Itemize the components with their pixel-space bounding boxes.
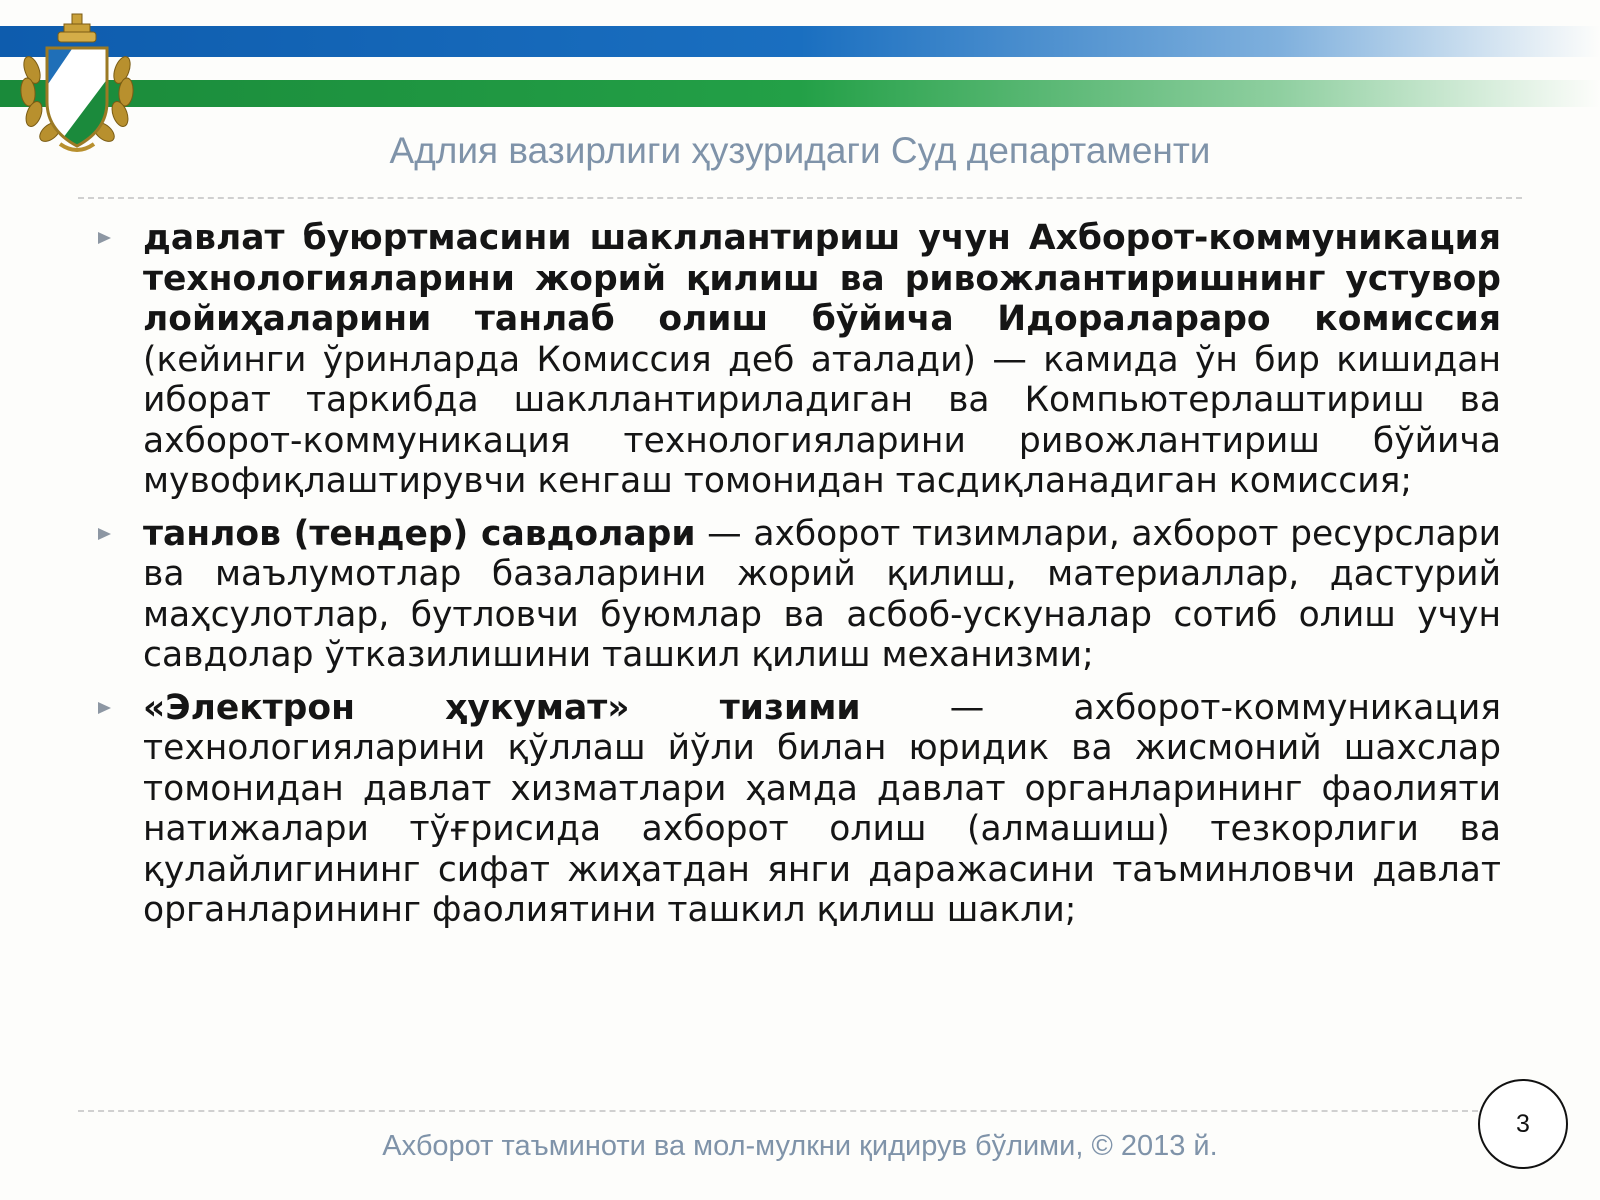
blue-header-stripe bbox=[0, 26, 1600, 57]
definition-text: (кейинги ўринларда Комиссия деб аталади) — камида ўн бир кишидан иборат таркибда шакллантириладиган ва Компьютерлаштириш ва ахборот-коммуникация технологияларини ривожлантириш бўйича мувофиқлаштирувчи кенгаш томонидан тасдиқланадиган комиссия; bbox=[143, 339, 1501, 501]
definition-term: «Электрон ҳукумат» тизими bbox=[143, 687, 861, 728]
definition-text: — ахборот-коммуникация технологияларини қўллаш йўли билан юридик ва жисмоний шахслар томонидан давлат хизматлари ҳамда давлат органларининг фаолияти натижалари тўғрисида ахборот олиш (алмашиш) тезкорлиги ва қулайлигининг сифат жиҳатдан янги даражасини таъминловчи давлат органларининг фаолиятини ташкил қилиш шакли; bbox=[143, 687, 1501, 930]
definitions-list bbox=[143, 218, 1501, 943]
list-item bbox=[143, 688, 1501, 931]
list-item bbox=[143, 218, 1501, 502]
footer-text: Ахборот таъминоти ва мол-мулкни қидирув бўлими, © 2013 й. bbox=[382, 1130, 1218, 1162]
footer-divider bbox=[78, 1110, 1478, 1112]
list-item bbox=[143, 514, 1501, 676]
triangle-bullet-icon bbox=[98, 232, 111, 244]
definition-term: танлов (тендер) савдолари bbox=[143, 513, 696, 554]
green-header-stripe bbox=[0, 80, 1600, 107]
definition-term: давлат буюртмасини шакллантириш учун Ахборот-коммуникация технологияларини жорий қилиш ва ривожлантиришнинг устувор лойиҳаларини танлаб олиш бўйича Идоралараро комиссия bbox=[143, 218, 1501, 339]
definition-text: — ахборот тизимлари, ахборот ресурслари ва маълумотлар базаларини жорий қилиш, материаллар, дастурий маҳсулотлар, бутловчи буюмлар ва асбоб-ускуналар сотиб олиш учун савдолар ўтказилишини ташкил қилиш механизми; bbox=[143, 513, 1501, 675]
page-number: 3 bbox=[1478, 1079, 1568, 1169]
header-divider bbox=[78, 197, 1522, 199]
department-title: Адлия вазирлиги ҳузуридаги Суд департаменти bbox=[389, 130, 1211, 171]
triangle-bullet-icon bbox=[98, 528, 111, 540]
triangle-bullet-icon bbox=[98, 702, 111, 714]
